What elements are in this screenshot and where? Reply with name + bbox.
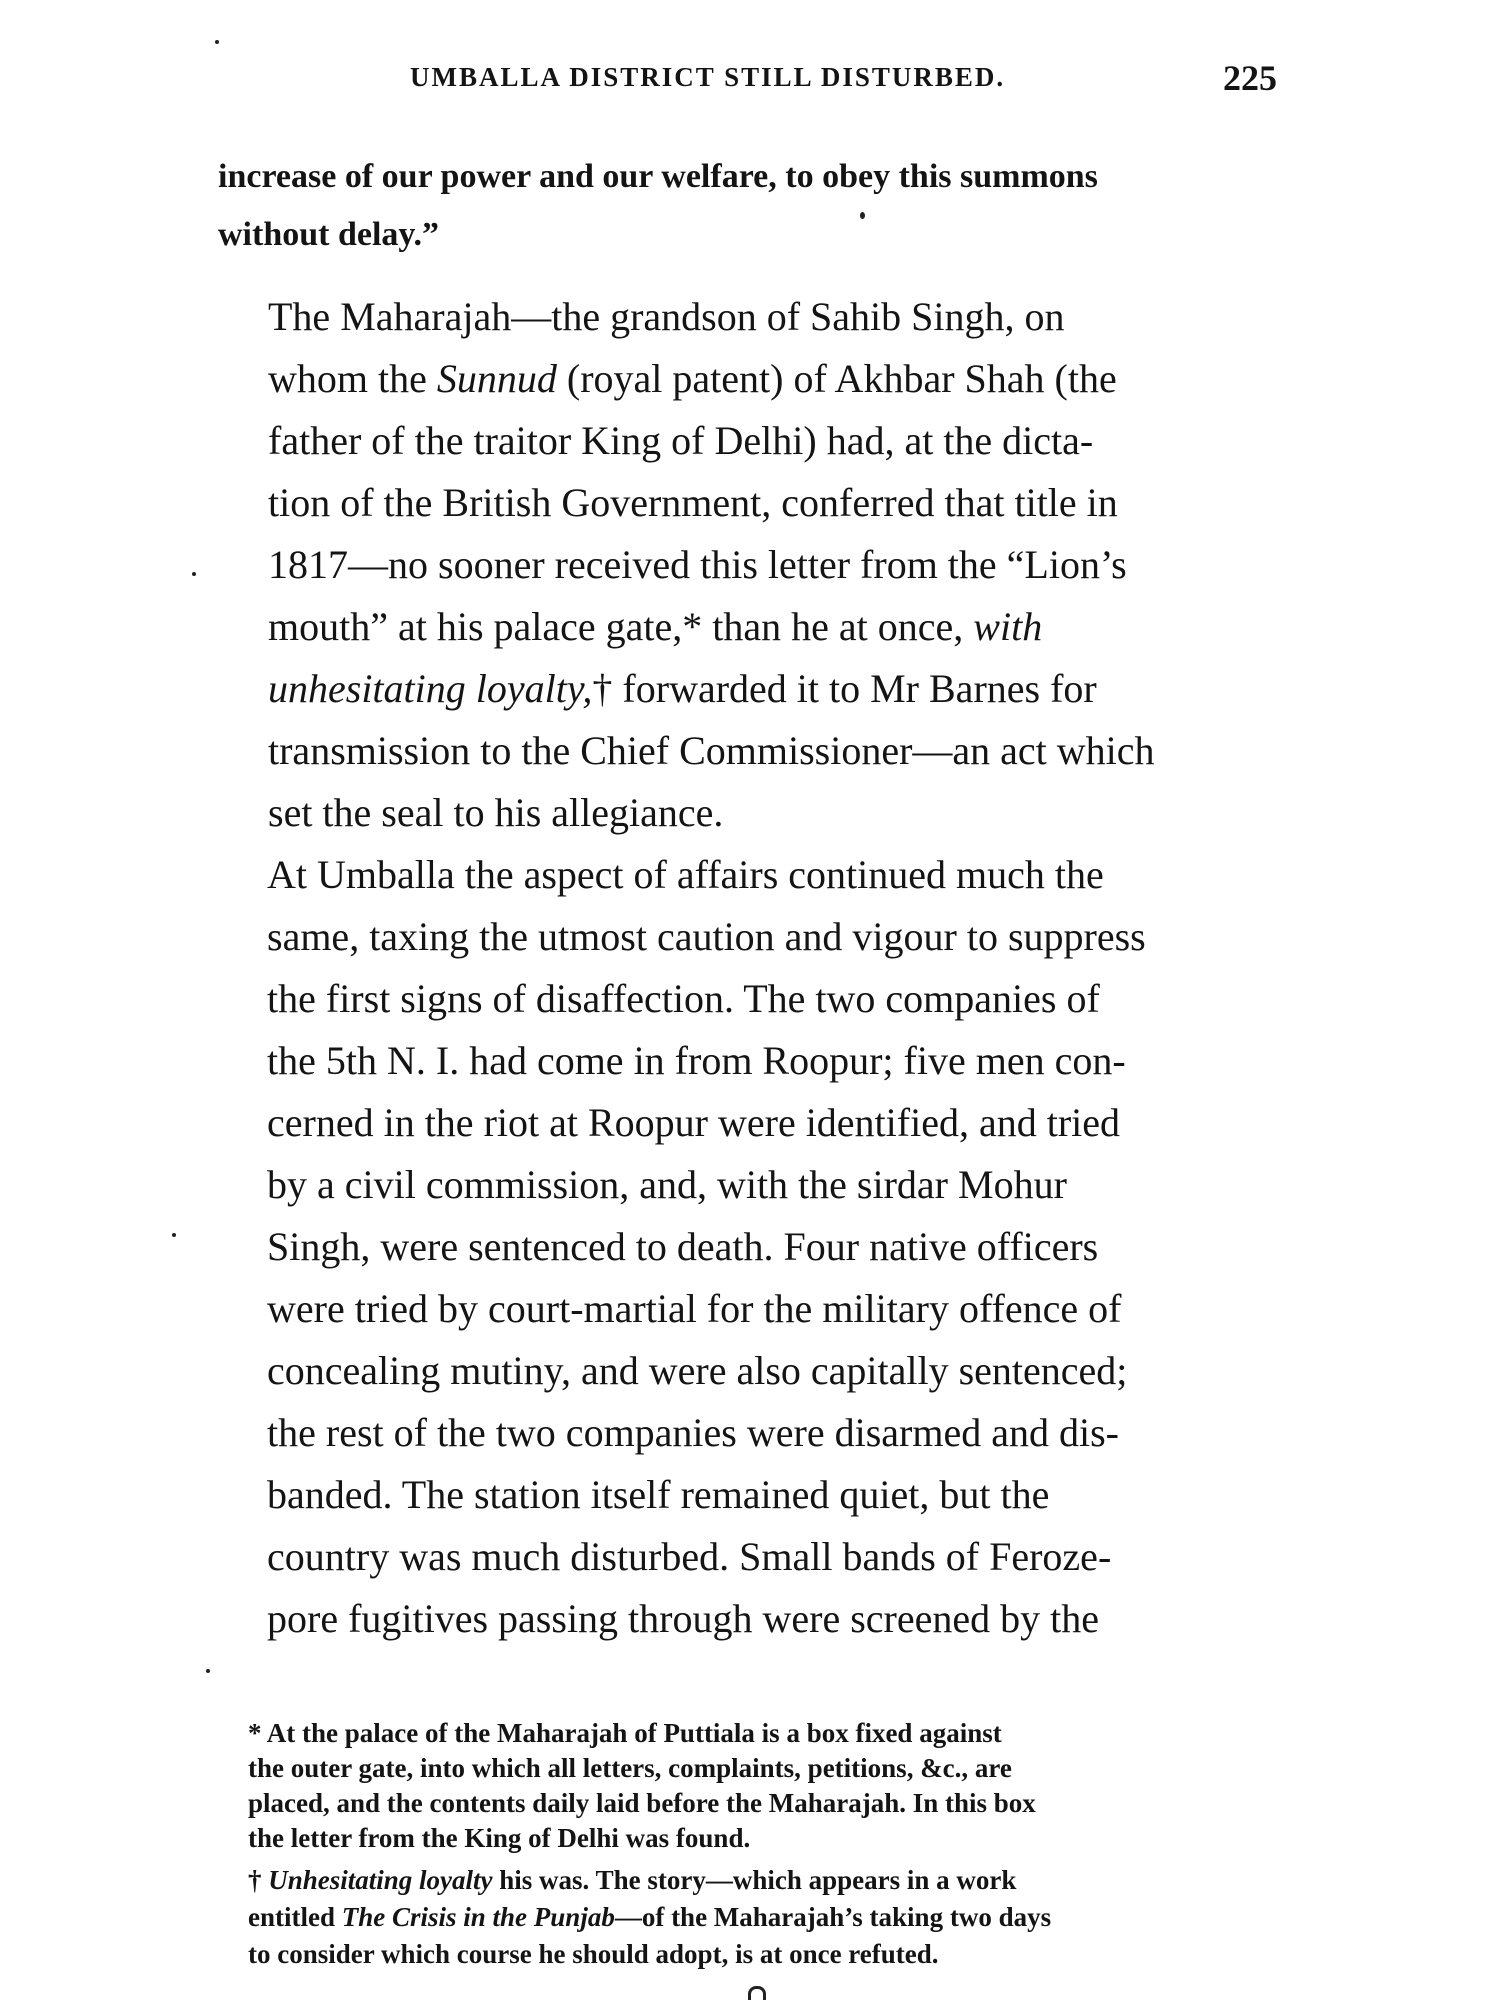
text-line [218,596,1278,658]
text-line [212,1588,1278,1650]
text-run: set the seal to his allegiance. [268,790,724,835]
italic-text: Sunnud [436,356,557,401]
print-speck [172,1233,176,1237]
text-line: increase of our power and our welfare, to obey this summons [218,158,1098,195]
text-line [212,844,1278,906]
text-run: mouth” at his palace gate,* than he at once, [268,604,974,649]
text-line [212,968,1278,1030]
text-line [218,658,1278,720]
text-line [218,472,1278,534]
text-run: country was much disturbed. Small bands of Feroze- [267,1534,1112,1579]
print-speck [860,212,865,219]
signature-mark [748,1986,766,2000]
text-line [212,1092,1278,1154]
text-line [218,348,1278,410]
text-run: At Umballa the aspect of affairs continued much the [267,852,1104,897]
footnote-unhesitating-loyalty [208,1862,1270,1973]
text-line [208,1821,1270,1856]
text-run: tion of the British Government, conferred that title in [268,480,1118,525]
text-line [212,1526,1278,1588]
text-line [208,1862,1270,1899]
text-line [218,720,1278,782]
text-line [208,1751,1270,1786]
text-line [218,286,1278,348]
text-run: † forwarded it to Mr Barnes for [592,666,1097,711]
italic-text: unhesitating loyalty, [268,666,593,711]
text-run: the 5th N. I. had come in from Roopur; five men con- [267,1038,1126,1083]
text-run: placed, and the contents daily laid before the Maharajah. In this box [248,1788,1036,1818]
text-run: transmission to the Chief Commissioner—an act which [268,728,1155,773]
text-run: by a civil commission, and, with the sirdar Mohur [267,1162,1067,1207]
text-run: his was. The story—which appears in a work [492,1865,1017,1895]
text-line [208,1716,1270,1751]
text-run: the first signs of disaffection. The two companies of [267,976,1100,1021]
text-line [212,1340,1278,1402]
text-line [212,906,1278,968]
paragraph-maharajah [218,286,1278,844]
text-run: Singh, were sentenced to death. Four native officers [267,1224,1099,1269]
text-run: pore fugitives passing through were screened by the [267,1596,1099,1641]
text-run: to consider which course he should adopt, is at once refuted. [248,1939,939,1969]
paragraph-umballa [212,844,1278,1650]
text-run: the rest of the two companies were disarmed and dis- [267,1410,1119,1455]
text-run: cerned in the riot at Roopur were identified, and tried [267,1100,1121,1145]
italic-text: The Crisis in the Punjab [341,1902,615,1932]
text-line [208,1786,1270,1821]
print-speck [206,1669,210,1673]
text-line [212,1464,1278,1526]
text-run: entitled [248,1902,342,1932]
text-line [218,782,1278,844]
text-run: 1817—no sooner received this letter from the “Lion’s [268,542,1127,587]
text-run: banded. The station itself remained quiet, but the [267,1472,1050,1517]
print-speck [192,572,196,576]
text-line: without delay.” [218,216,440,253]
text-run: —of the Maharajah’s taking two days [614,1902,1052,1932]
running-head: UMBALLA DISTRICT STILL DISTURBED. [410,62,1006,92]
text-run: concealing mutiny, and were also capitally sentenced; [267,1348,1128,1393]
text-line [208,1936,1270,1973]
continued-text [218,148,1278,264]
text-run: † [248,1865,269,1895]
text-line [218,410,1278,472]
text-run: same, taxing the utmost caution and vigour to suppress [267,914,1146,959]
text-run: * At the palace of the Maharajah of Puttiala is a box fixed against [248,1718,1002,1748]
print-speck [215,40,219,44]
italic-text: with [973,604,1043,649]
text-line [212,1216,1278,1278]
text-line [212,1278,1278,1340]
text-line [212,1154,1278,1216]
text-run: The Maharajah—the grandson of Sahib Singh, on [268,294,1065,339]
text-run: (royal patent) of Akhbar Shah (the [556,356,1117,401]
text-run: were tried by court-martial for the military offence of [267,1286,1122,1331]
text-run: the outer gate, into which all letters, complaints, petitions, &c., are [248,1753,1012,1783]
text-line [208,1899,1270,1936]
page-number: 225 [1223,58,1277,98]
text-line [212,1402,1278,1464]
text-line [218,534,1278,596]
text-run: the letter from the King of Delhi was found. [248,1823,751,1853]
text-run: whom the [268,356,437,401]
footnote-palace-box [208,1716,1270,1856]
text-line [212,1030,1278,1092]
italic-text: Unhesitating loyalty [268,1865,493,1895]
text-run: father of the traitor King of Delhi) had, at the dicta- [268,418,1094,463]
